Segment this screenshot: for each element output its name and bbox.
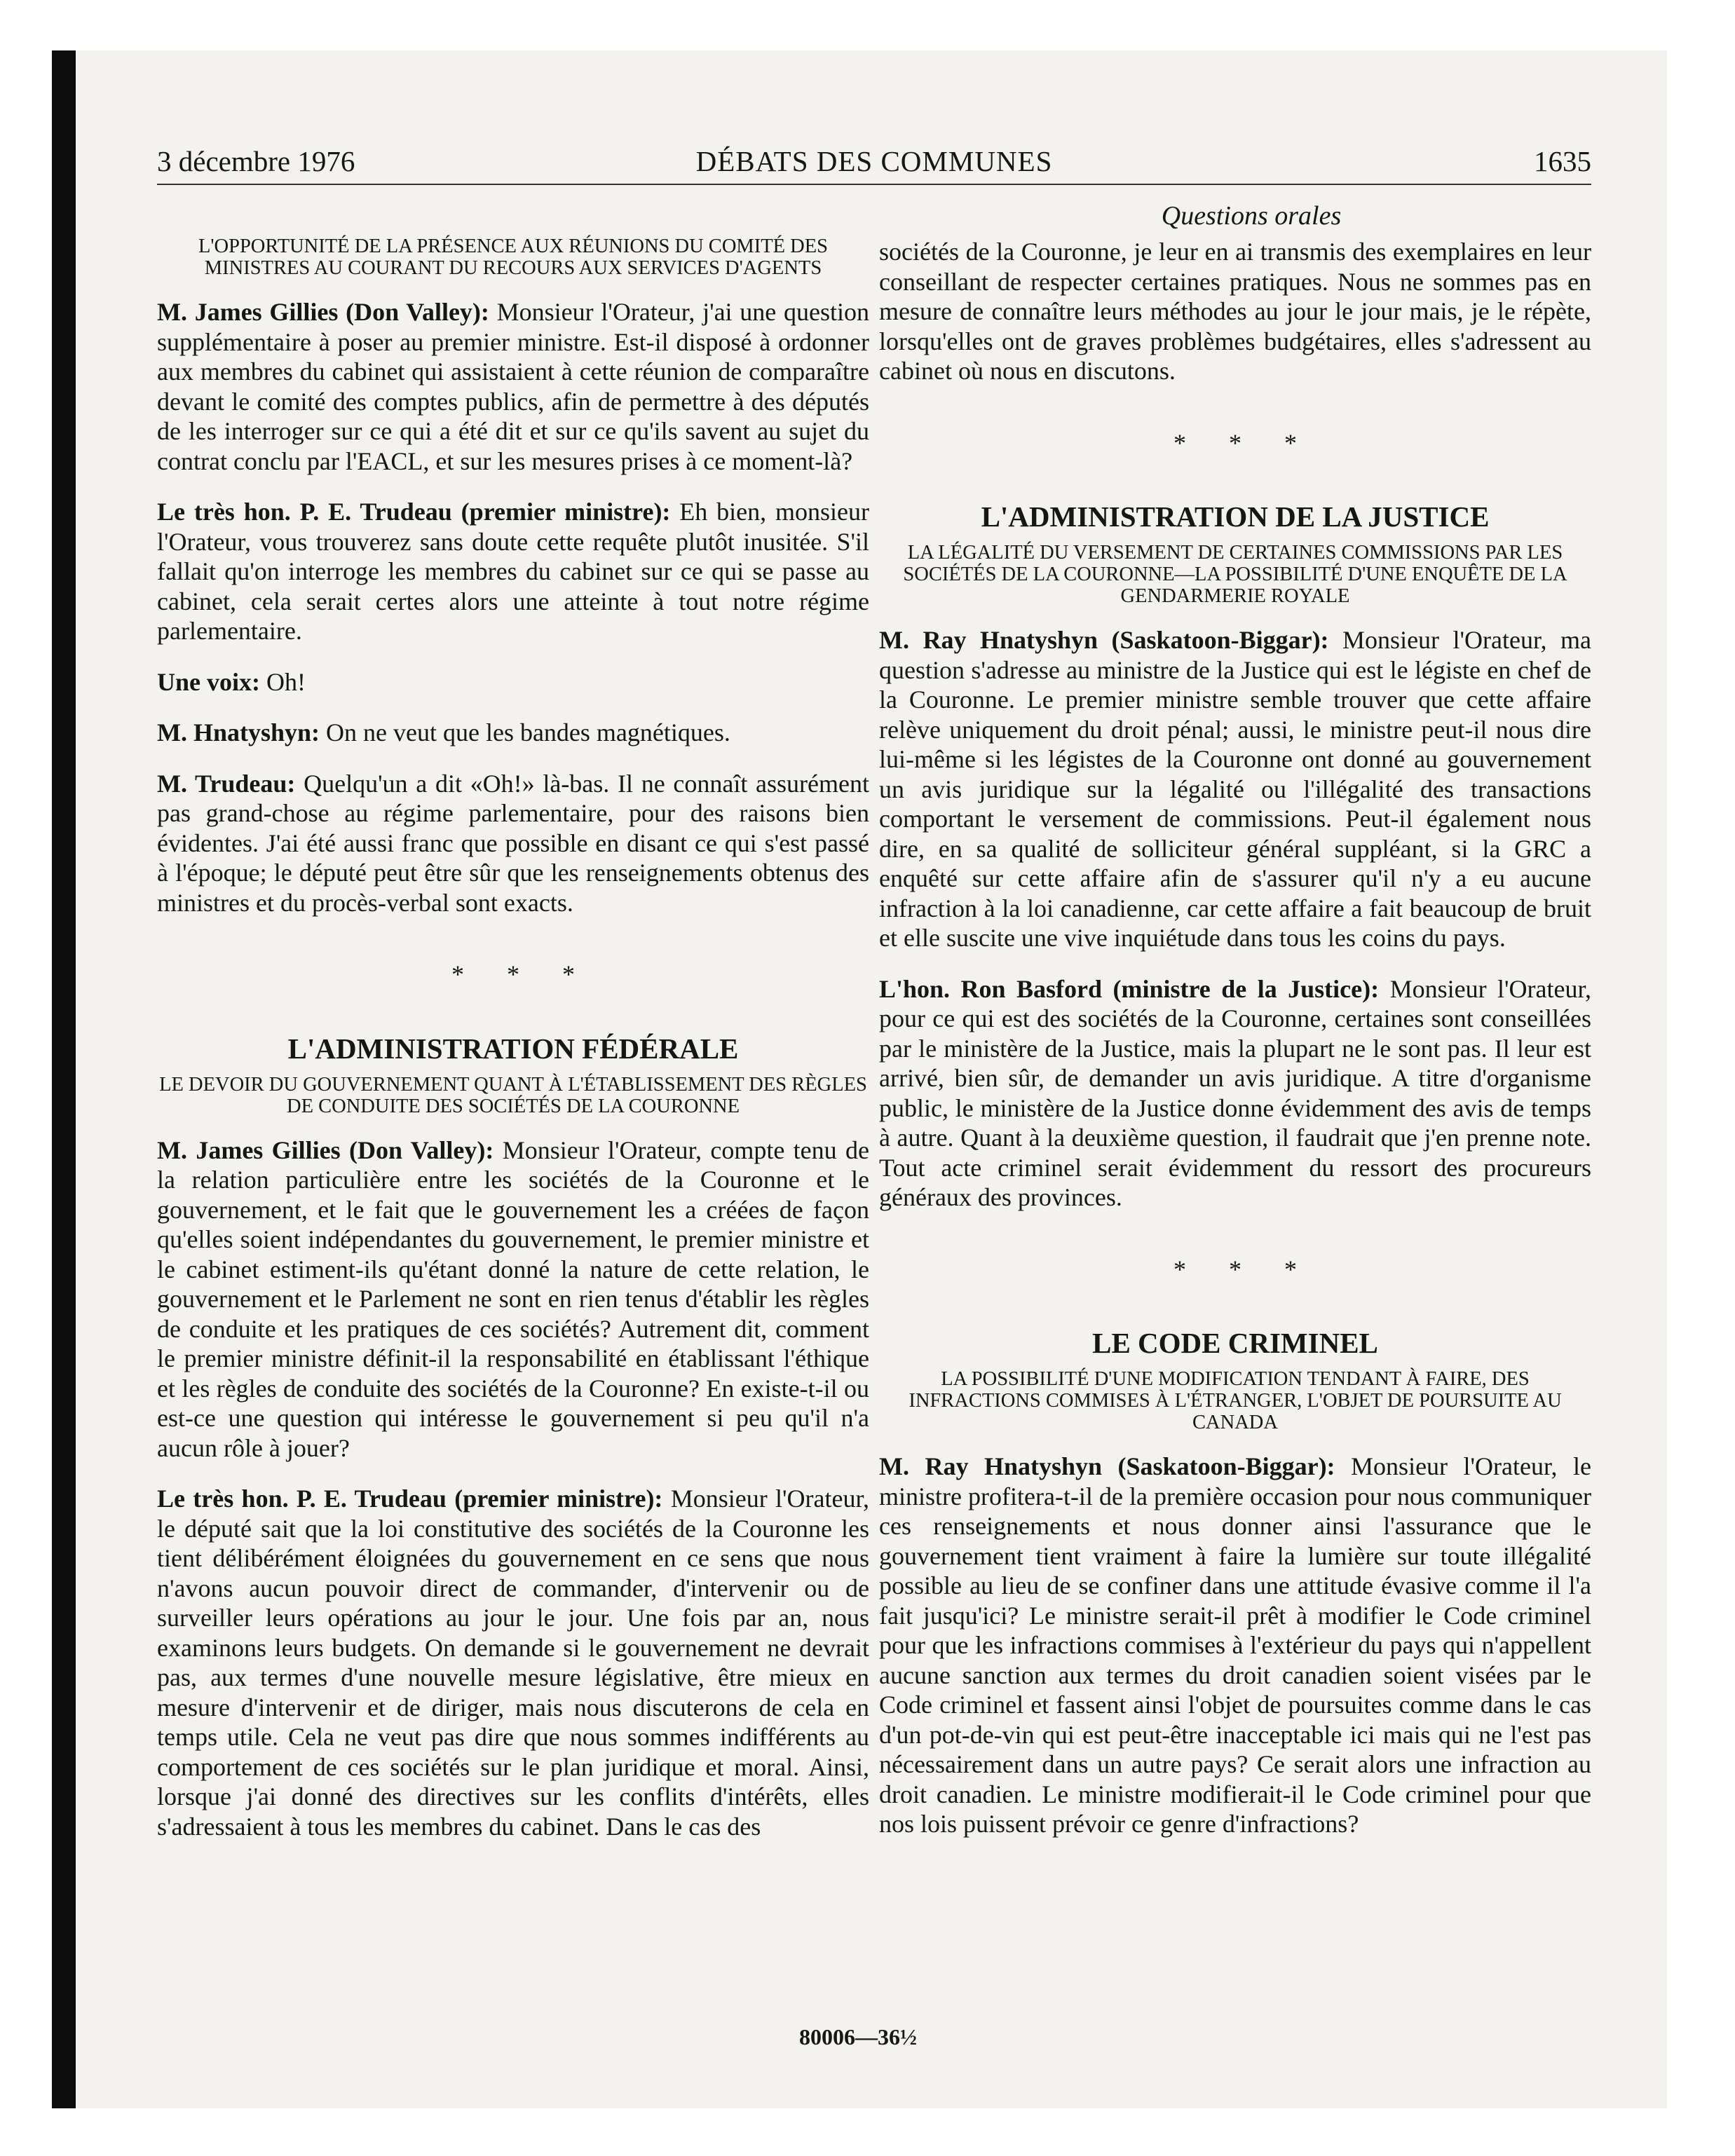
- speech-text: Monsieur l'Orateur, ma question s'adresse au ministre de la Justice qui est le légiste en chef de la Couronne. Le premier ministre semble trouver que cette affaire relève uniquement du droit pénal; aussi, le ministre peut-il nous dire lui-même si les légistes de la Couronne ont donné au gouvernement un avis juridique sur la légalité ou l'illégalité des transactions comportant le versement de commissions. Peut-il également nous dire, en sa qualité de solliciteur général suppléant, si la GRC a enquêté sur cette affaire afin de s'assurer qu'il n'y a eu aucune infraction à la loi canadienne, car cette affaire a fait beaucoup de bruit et elle suscite une vive inquiétude dans tous les coins du pays.: [879, 626, 1591, 952]
- speech-text: Monsieur l'Orateur, pour ce qui est des sociétés de la Couronne, certaines sont conseillées par le ministère de la Justice, mais la plupart ne le sont pas. Il leur est arrivé, bien sûr, de demander un avis juridique. A titre d'organisme public, le ministère de la Justice donne évidemment des avis de temps à autre. Quant à la deuxième question, il faudrait que j'en prenne note. Tout acte criminel serait évidemment du ressort des procureurs généraux des provinces.: [879, 974, 1591, 1211]
- speaker-name: M. James Gillies (Don Valley):: [157, 1135, 494, 1164]
- speech-text: Quelqu'un a dit «Oh!» là-bas. Il ne connaît assurément pas grand-chose au régime parlementaire, pour des raisons bien évidentes. J'ai été aussi franc que possible en disant ce qui s'est passé à l'époque; le député peut être sûr que les renseignements obtenus des ministres et du procès-verbal sont exacts.: [157, 769, 869, 917]
- speech-paragraph: [157, 497, 869, 646]
- page-header: [157, 144, 1591, 184]
- speaker-name: Une voix:: [157, 667, 260, 696]
- section-subheading: LE DEVOIR DU GOUVERNEMENT QUANT À L'ÉTABLISSEMENT DES RÈGLES DE CONDUITE DES SOCIÉTÉS DE LA COURONNE: [159, 1073, 867, 1117]
- left-column: [157, 236, 869, 1862]
- speech-paragraph: [879, 974, 1591, 1213]
- speaker-name: M. James Gillies (Don Valley):: [157, 298, 489, 326]
- header-journal-title: DÉBATS DES COMMUNES: [695, 145, 1053, 177]
- section-separator: * * *: [1173, 1255, 1315, 1283]
- right-column: [879, 237, 1591, 1860]
- section-separator: * * *: [1173, 428, 1315, 457]
- section-separator: * * *: [451, 960, 593, 988]
- running-head: Questions orales: [1161, 201, 1342, 231]
- speech-text: Monsieur l'Orateur, le ministre profitera-t-il de la première occasion pour nous communiquer ces renseignements et nous donner ainsi l'assurance que le gouvernement tient vraiment à faire la lumière sur toute illégalité possible au lieu de se confiner dans une attitude évasive comme il l'a fait jusqu'ici? Le ministre serait-il prêt à modifier le Code criminel pour que les infractions commises à l'extérieur du pays qui n'appellent aucune sanction aux termes du droit canadien soient visées par le Code criminel et fassent ainsi l'objet de poursuites comme dans le cas d'un pot-de-vin qui est peut-être inacceptable ici mais qui ne l'est pas nécessairement dans un autre pays? Ce serait alors une infraction au droit canadien. Le ministre modifierait-il le Code criminel pour que nos lois puissent prévoir ce genre d'infractions?: [879, 1452, 1591, 1838]
- printer-code-footer: 80006—36½: [799, 2024, 917, 2049]
- speech-paragraph: [157, 667, 869, 697]
- speech-paragraph: [157, 297, 869, 476]
- speaker-name: M. Ray Hnatyshyn (Saskatoon-Biggar):: [879, 1452, 1335, 1480]
- section-subheading: L'OPPORTUNITÉ DE LA PRÉSENCE AUX RÉUNIONS DU COMITÉ DES MINISTRES AU COURANT DU RECOURS AUX SERVICES D'AGENTS: [198, 236, 829, 279]
- header-date: 3 décembre 1976: [157, 145, 355, 177]
- speaker-name: Le très hon. P. E. Trudeau (premier ministre):: [157, 498, 671, 526]
- speech-text: Monsieur l'Orateur, j'ai une question supplémentaire à poser au premier ministre. Est-il disposé à ordonner aux membres du cabinet qui assistaient à cette réunion de comparaître devant le comité des comptes publics, afin de permettre à des députés de les interroger sur ce qui a été dit et sur ce qu'ils savent au sujet du contrat conclu par l'EACL, et sur les mesures prises à ce moment-là?: [157, 298, 869, 475]
- speech-text: Monsieur l'Orateur, compte tenu de la relation particulière entre les sociétés de la Couronne et le gouvernement, et le fait que le gouvernement les a créées de façon qu'elles soient indépendantes du gouvernement, le premier ministre et le cabinet estiment-ils qu'étant donné la nature de cette relation, le gouvernement et le Parlement ne sont en rien tenus d'établir les règles de conduite et les pratiques de ces sociétés? Autrement dit, comment le premier ministre définit-il la responsabilité en établissant l'éthique et les règles de conduite des sociétés de la Couronne? En existe-t-il ou est-ce une question qui intéresse le gouvernement si peu qu'il n'a aucun rôle à jouer?: [157, 1135, 869, 1462]
- section-heading: LE CODE CRIMINEL: [1092, 1327, 1378, 1359]
- header-rule: [157, 184, 1591, 185]
- speaker-name: L'hon. Ron Basford (ministre de la Justice):: [879, 974, 1380, 1003]
- speech-paragraph: [157, 769, 869, 918]
- header-page-number: 1635: [1534, 145, 1591, 177]
- speech-paragraph: [879, 1452, 1591, 1839]
- speaker-name: Le très hon. P. E. Trudeau (premier ministre):: [157, 1485, 663, 1513]
- speech-paragraph: [157, 1135, 869, 1464]
- speaker-name: M. Hnatyshyn:: [157, 718, 320, 746]
- speaker-name: M. Trudeau:: [157, 769, 296, 798]
- section-heading: L'ADMINISTRATION DE LA JUSTICE: [981, 500, 1490, 533]
- speech-text: Eh bien, monsieur l'Orateur, vous trouverez sans doute cette requête plutôt inusitée. S'il fallait qu'on interroge les membres du cabinet sur ce qui se passe au cabinet, cela serait certes alors une atteinte à tout notre régime parlementaire.: [157, 498, 869, 645]
- section-subheading: LA LÉGALITÉ DU VERSEMENT DE CERTAINES COMMISSIONS PAR LES SOCIÉTÉS DE LA COURONNE—LA POSSIBILITÉ D'UNE ENQUÊTE DE LA GENDARMERIE ROYALE: [903, 542, 1567, 607]
- section-heading: L'ADMINISTRATION FÉDÉRALE: [287, 1032, 739, 1065]
- speech-paragraph: [157, 718, 869, 748]
- scan-edge-bar: [52, 50, 76, 2108]
- speech-paragraph: [879, 625, 1591, 953]
- speech-text: Monsieur l'Orateur, le député sait que la loi constitutive des sociétés de la Couronne les tient délibérément éloignées du gouvernement en ce sens que nous n'avons aucun pouvoir direct de commander, d'intervenir ou de surveiller leurs opérations au jour le jour. Une fois par an, nous examinons leurs budgets. On demande si le gouvernement ne devrait pas, aux termes d'une nouvelle mesure législative, être mieux en mesure d'intervenir et de diriger, mais nous discuterons de cela en temps utile. Cela ne veut pas dire que nous sommes indifférents au comportement de ces sociétés sur le plan juridique et moral. Ainsi, lorsque j'ai donné des directives sur les conflits d'intérêts, elles s'adressaient à tous les membres du cabinet. Dans le cas des: [157, 1485, 869, 1841]
- speech-text: On ne veut que les bandes magnétiques.: [320, 718, 730, 746]
- section-subheading: LA POSSIBILITÉ D'UNE MODIFICATION TENDANT À FAIRE, DES INFRACTIONS COMMISES À L'ÉTRANGER, L'OBJET DE POURSUITE AU CANADA: [909, 1368, 1562, 1433]
- speaker-name: M. Ray Hnatyshyn (Saskatoon-Biggar):: [879, 626, 1329, 654]
- speech-text: Oh!: [260, 667, 306, 696]
- speech-paragraph: [157, 1484, 869, 1841]
- speech-continuation: sociétés de la Couronne, je leur en ai transmis des exemplaires en leur conseillant de respecter certaines pratiques. Nous ne sommes pas en mesure de connaître leurs méthodes au jour le jour mais, je le répète, lorsqu'elles ont de graves problèmes budgétaires, elles s'adressent au cabinet où nous en discutons.: [879, 238, 1591, 385]
